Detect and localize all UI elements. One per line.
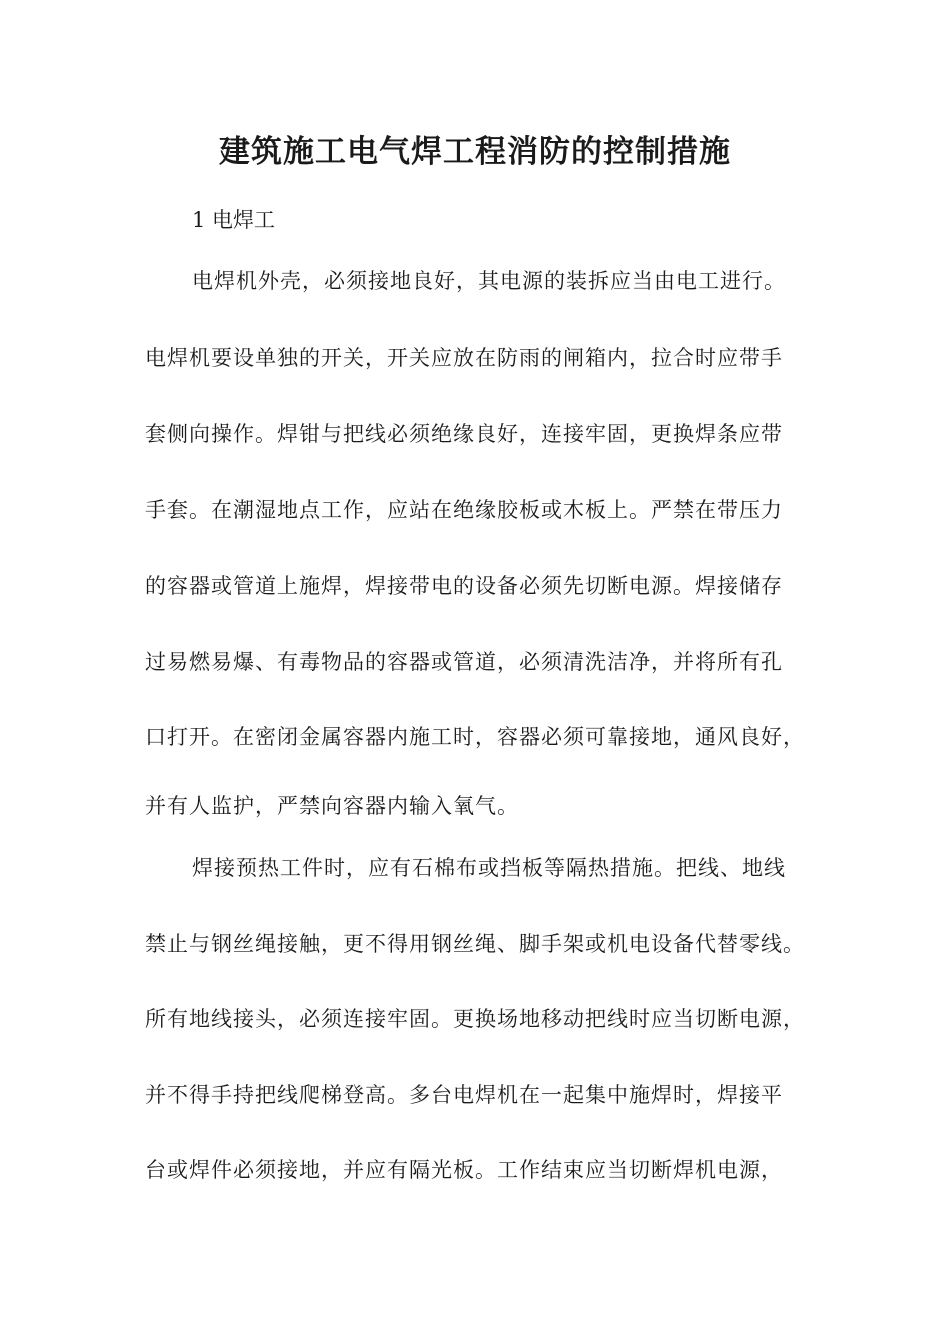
section-heading: 1 电焊工	[192, 208, 276, 232]
paragraph-line: 电焊机要设单独的开关，开关应放在防雨的闸箱内，拉合时应带手	[145, 346, 783, 370]
paragraph-line: 所有地线接头，必须连接牢固。更换场地移动把线时应当切断电源，	[145, 1007, 805, 1031]
paragraph-line: 过易燃易爆、有毒物品的容器或管道，必须清洗洁净，并将所有孔	[145, 650, 783, 674]
paragraph-line: 焊接预热工件时，应有石棉布或挡板等隔热措施。把线、地线	[192, 856, 786, 880]
paragraph-line: 并有人监护，严禁向容器内输入氧气。	[145, 794, 519, 818]
document-title: 建筑施工电气焊工程消防的控制措施	[219, 134, 731, 170]
paragraph-line: 套侧向操作。焊钳与把线必须绝缘良好，连接牢固，更换焊条应带	[145, 422, 783, 446]
paragraph-line: 口打开。在密闭金属容器内施工时，容器必须可靠接地，通风良好，	[145, 725, 805, 749]
paragraph-line: 的容器或管道上施焊，焊接带电的设备必须先切断电源。焊接储存	[145, 574, 783, 598]
paragraph-line: 台或焊件必须接地，并应有隔光板。工作结束应当切断焊机电源，	[145, 1158, 783, 1182]
paragraph-line: 禁止与钢丝绳接触，更不得用钢丝绳、脚手架或机电设备代替零线。	[145, 932, 805, 956]
paragraph-line: 电焊机外壳，必须接地良好，其电源的装拆应当由电工进行。	[192, 269, 786, 293]
paragraph-line: 手套。在潮湿地点工作，应站在绝缘胶板或木板上。严禁在带压力	[145, 498, 783, 522]
paragraph-line: 并不得手持把线爬梯登高。多台电焊机在一起集中施焊时，焊接平	[145, 1083, 783, 1107]
